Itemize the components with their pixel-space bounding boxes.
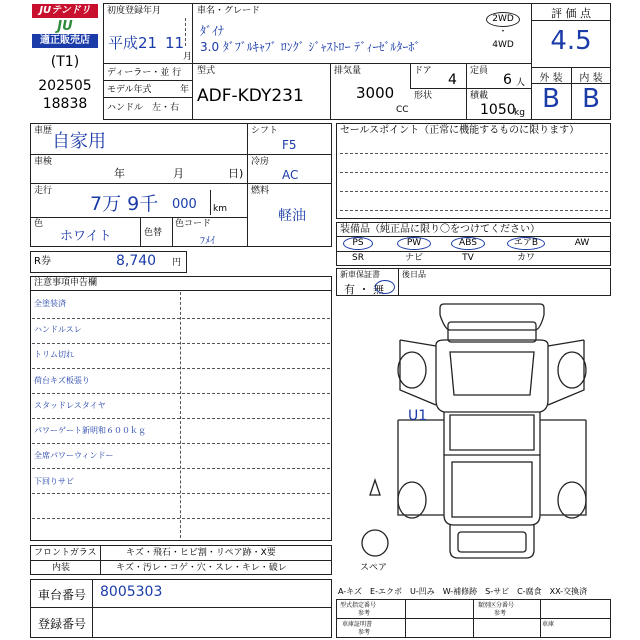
notes-label: 注意事項申告欄: [34, 278, 98, 288]
front-glass-label: フロントガラス: [34, 548, 97, 558]
fuel-label: 燃料: [251, 186, 270, 196]
door-value: 4: [448, 72, 457, 88]
lot-number-b: 18838: [42, 96, 88, 112]
shape-label: 形状: [414, 91, 433, 101]
equip-aw: AW: [574, 238, 590, 248]
fuel-value: 軽油: [278, 208, 306, 224]
rear-item-label: 後日品: [402, 270, 426, 279]
damage-legend: A-キズ E-エクボ U-凹み W-補修跡 S-サビ C-腐食 XX-交換済: [338, 587, 588, 596]
color-code: ﾌﾒｲ: [200, 236, 215, 247]
shift-label: シフト: [251, 126, 279, 136]
chassis-label: 車台番号: [38, 588, 87, 602]
equip-airbag: エアB: [513, 238, 539, 248]
note-item: スタッドレスタイヤ: [34, 401, 106, 410]
equip-leather: カワ: [516, 253, 535, 263]
door-label: ドア: [414, 66, 432, 76]
capacity-value: 6: [503, 72, 512, 88]
ac-value: AC: [282, 168, 299, 182]
recycle-unit: 円: [172, 258, 182, 268]
warranty-label: 新車保証書: [340, 270, 380, 279]
damage-marker-u1: U1: [408, 408, 428, 424]
color-code-label: 色コード: [175, 219, 212, 229]
footer-cell: 型式指定番号: [340, 602, 377, 609]
car-grade: 3.0 ﾀﾞﾌﾞﾙｷｬﾌﾞ ﾛﾝｸﾞ ｼﾞｬｽﾄﾛｰ ﾃﾞｨｰｾﾞﾙﾀｰﾎﾞ: [200, 40, 421, 54]
capacity-label: 定員: [470, 66, 489, 76]
model-year-unit: 年: [180, 85, 190, 95]
usage-label: 車歴: [34, 126, 53, 136]
color-value: ホワイト: [60, 229, 112, 244]
note-item: 荷台キズ板張り: [34, 376, 90, 385]
equip-abs: ABS: [459, 238, 477, 248]
drive-dot: ・: [498, 27, 508, 37]
note-item: ハンドルスレ: [34, 325, 82, 334]
first-reg-label: 初度登録年月: [107, 6, 162, 16]
mileage-value: 7万 9千: [90, 193, 159, 215]
equipment-label: 装備品（純正品に限り〇をつけてください）: [340, 224, 540, 235]
note-item: 全塗装済: [34, 299, 66, 308]
brand-logo: JUテンドリ: [32, 4, 98, 18]
score-value: 4.5: [550, 26, 592, 56]
capacity-unit: 人: [516, 78, 526, 88]
interior-cond-label: 内装: [52, 563, 71, 573]
footer-cell: 類別区分番号: [478, 602, 515, 609]
interior-label: 内 装: [579, 73, 603, 84]
lot-number-a: 202505: [38, 78, 92, 94]
shift-value: F5: [282, 138, 297, 152]
load-value: 1050: [480, 102, 516, 118]
recycle-label: R券: [34, 256, 51, 267]
front-glass-value: キズ・飛石・ヒビ割・リペア跡・X要: [126, 548, 276, 558]
first-reg-era: 平成21: [108, 34, 158, 52]
ac-label: 冷房: [251, 157, 270, 167]
equip-sr: SR: [352, 253, 364, 263]
recycle-box: [30, 251, 187, 273]
footer-cell: 参考: [358, 629, 371, 636]
load-unit: kg: [514, 108, 525, 118]
displacement-value: 3000: [356, 84, 395, 102]
model-label: 型式: [197, 66, 216, 76]
equip-pw: PW: [406, 238, 422, 248]
ju-mark: JU: [57, 19, 73, 34]
shop-code: (T1): [50, 54, 80, 70]
warranty-value: 有 ・ 無: [344, 283, 384, 296]
drive-2wd: 2WD: [492, 14, 514, 24]
handle-label: ハンドル 左・右: [107, 103, 180, 113]
inspection-month: 月: [173, 167, 184, 180]
exterior-label: 外 装: [539, 73, 563, 84]
warranty-none-circle: [375, 280, 395, 294]
inspection-day: 日): [228, 167, 244, 180]
note-item: 全席パワーウィンドー: [34, 451, 114, 460]
equip-ps: PS: [352, 238, 364, 248]
footer-cell: 車庫: [542, 621, 555, 628]
note-item: 下回りサビ: [34, 477, 74, 486]
month-unit: 月: [183, 52, 193, 62]
first-reg-month: 11: [165, 34, 185, 52]
inspection-year: 年: [114, 167, 125, 180]
shop-label: 適正販売店: [32, 34, 98, 48]
exterior-grade: B: [542, 84, 560, 114]
spare-label: スペア: [360, 563, 388, 573]
note-item: パワーゲート新明和６００ｋｇ: [34, 426, 146, 435]
inspection-label: 車検: [34, 157, 53, 167]
logo: [30, 4, 100, 116]
recycle-value: 8,740: [116, 253, 157, 269]
model-year-label: モデル年式: [107, 85, 152, 95]
footer-cell: 参考: [494, 610, 507, 617]
mileage-label: 走行: [34, 186, 53, 196]
equip-tv: TV: [462, 253, 474, 263]
registration-label: 登録番号: [38, 617, 87, 631]
sales-points-label: セールスポイント（正常に機能するものに限ります）: [340, 125, 580, 136]
interior-grade: B: [582, 84, 600, 114]
color-swap-label: 色替: [144, 228, 163, 238]
sales-points-box: [336, 123, 611, 219]
cc-unit: CC: [396, 105, 409, 115]
vehicle-diagram: [340, 300, 610, 580]
load-label: 積載: [470, 91, 489, 101]
car-name-label: 車名・グレード: [197, 6, 261, 16]
score-label: 評 価 点: [551, 7, 591, 20]
note-item: トリム切れ: [34, 350, 74, 359]
interior-cond-value: キズ・汚レ・コゲ・穴・スレ・キレ・破レ: [116, 563, 287, 573]
color-label: 色: [34, 219, 44, 229]
mileage-unit: km: [213, 204, 227, 214]
mileage-thousand: 000: [172, 197, 197, 212]
dealer-label: ディーラー・並 行: [107, 68, 182, 78]
chassis-number: 8005303: [100, 584, 163, 600]
equip-navi: ナビ: [404, 253, 423, 263]
footer-cell: 参考: [358, 610, 371, 617]
drive-4wd: 4WD: [492, 40, 514, 50]
usage-value: 自家用: [52, 131, 106, 152]
displacement-label: 排気量: [334, 66, 362, 76]
footer-cell: 車庫証明書: [342, 621, 373, 628]
car-name: ﾀﾞｲﾅ: [200, 24, 225, 38]
model-code: ADF-KDY231: [197, 86, 304, 106]
